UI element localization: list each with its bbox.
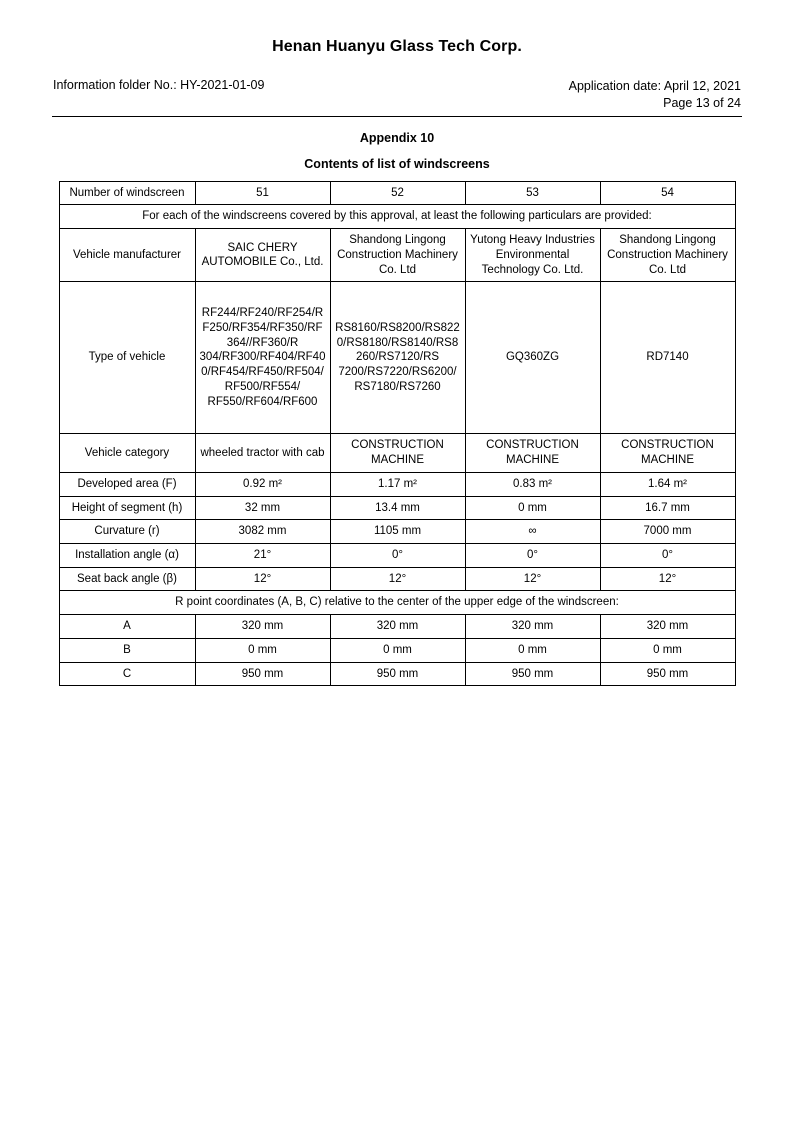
table-row bbox=[59, 472, 735, 496]
vehicle-manufacturer-2: Shandong Lingong Construction Machinery Co. Ltd bbox=[330, 229, 465, 282]
appendix-title: Appendix 10 bbox=[359, 130, 435, 145]
header-divider bbox=[52, 116, 742, 117]
r-point-c-4: 950 mm bbox=[600, 662, 735, 686]
r-point-b-4: 0 mm bbox=[600, 638, 735, 662]
page-content bbox=[52, 38, 742, 686]
curvature-2: 1105 mm bbox=[330, 520, 465, 544]
application-date: Application date: April 12, 2021 bbox=[568, 79, 741, 93]
developed-area-4: 1.64 m² bbox=[600, 472, 735, 496]
row-label-a: A bbox=[59, 615, 195, 639]
page-number: Page 13 of 24 bbox=[663, 95, 741, 110]
type-of-vehicle-2: RS8160/RS8200/RS8220/RS8180/RS8140/RS8260/RS7120/RS 7200/RS7220/RS6200/RS7180/RS7260 bbox=[330, 282, 465, 434]
table-row bbox=[59, 181, 735, 205]
r-point-a-2: 320 mm bbox=[330, 615, 465, 639]
row-label-installation-angle: Installation angle (α) bbox=[59, 543, 195, 567]
vehicle-manufacturer-3: Yutong Heavy Industries Environmental Technology Co. Ltd. bbox=[465, 229, 600, 282]
windscreen-number-1: 51 bbox=[195, 181, 330, 205]
developed-area-3: 0.83 m² bbox=[465, 472, 600, 496]
r-point-a-4: 320 mm bbox=[600, 615, 735, 639]
information-folder-number: Information folder No.: HY-2021-01-09 bbox=[53, 78, 265, 92]
vehicle-category-3: CONSTRUCTION MACHINE bbox=[465, 434, 600, 472]
curvature-4: 7000 mm bbox=[600, 520, 735, 544]
type-of-vehicle-3: GQ360ZG bbox=[465, 282, 600, 434]
seat-back-angle-2: 12° bbox=[330, 567, 465, 591]
particulars-note: For each of the windscreens covered by this approval, at least the following particulars are provided: bbox=[59, 205, 735, 229]
row-label-developed-area: Developed area (F) bbox=[59, 472, 195, 496]
installation-angle-4: 0° bbox=[600, 543, 735, 567]
table-row bbox=[59, 591, 735, 615]
vehicle-category-4: CONSTRUCTION MACHINE bbox=[600, 434, 735, 472]
table-row bbox=[59, 229, 735, 282]
r-point-b-3: 0 mm bbox=[465, 638, 600, 662]
seat-back-angle-1: 12° bbox=[195, 567, 330, 591]
table-row bbox=[59, 282, 735, 434]
table-row bbox=[59, 638, 735, 662]
windscreen-number-2: 52 bbox=[330, 181, 465, 205]
company-title: Henan Huanyu Glass Tech Corp. bbox=[272, 38, 522, 55]
developed-area-1: 0.92 m² bbox=[195, 472, 330, 496]
table-row bbox=[59, 520, 735, 544]
height-of-segment-3: 0 mm bbox=[465, 496, 600, 520]
height-of-segment-4: 16.7 mm bbox=[600, 496, 735, 520]
installation-angle-2: 0° bbox=[330, 543, 465, 567]
meta-right-block bbox=[569, 78, 741, 112]
curvature-3: ∞ bbox=[465, 520, 600, 544]
vehicle-category-1: wheeled tractor with cab bbox=[195, 434, 330, 472]
windscreen-table bbox=[59, 181, 736, 687]
height-of-segment-2: 13.4 mm bbox=[330, 496, 465, 520]
developed-area-2: 1.17 m² bbox=[330, 472, 465, 496]
row-label-seat-back-angle: Seat back angle (β) bbox=[59, 567, 195, 591]
table-row bbox=[59, 567, 735, 591]
row-label-type-of-vehicle: Type of vehicle bbox=[59, 282, 195, 434]
row-label-vehicle-manufacturer: Vehicle manufacturer bbox=[59, 229, 195, 282]
type-of-vehicle-4: RD7140 bbox=[600, 282, 735, 434]
row-label-c: C bbox=[59, 662, 195, 686]
row-label-number-of-windscreen: Number of windscreen bbox=[59, 181, 195, 205]
vehicle-manufacturer-1: SAIC CHERY AUTOMOBILE Co., Ltd. bbox=[195, 229, 330, 282]
table-row bbox=[59, 496, 735, 520]
r-point-c-3: 950 mm bbox=[465, 662, 600, 686]
table-row bbox=[59, 205, 735, 229]
document-meta bbox=[52, 78, 742, 115]
table-row bbox=[59, 434, 735, 472]
seat-back-angle-3: 12° bbox=[465, 567, 600, 591]
windscreen-number-4: 54 bbox=[600, 181, 735, 205]
appendix-subtitle: Contents of list of windscreens bbox=[304, 156, 490, 171]
seat-back-angle-4: 12° bbox=[600, 567, 735, 591]
r-point-b-2: 0 mm bbox=[330, 638, 465, 662]
height-of-segment-1: 32 mm bbox=[195, 496, 330, 520]
row-label-height-of-segment: Height of segment (h) bbox=[59, 496, 195, 520]
r-point-note: R point coordinates (A, B, C) relative to the center of the upper edge of the windscreen: bbox=[59, 591, 735, 615]
row-label-vehicle-category: Vehicle category bbox=[59, 434, 195, 472]
table-row bbox=[59, 543, 735, 567]
table-row bbox=[59, 662, 735, 686]
row-label-curvature: Curvature (r) bbox=[59, 520, 195, 544]
curvature-1: 3082 mm bbox=[195, 520, 330, 544]
vehicle-manufacturer-4: Shandong Lingong Construction Machinery Co. Ltd bbox=[600, 229, 735, 282]
table-row bbox=[59, 615, 735, 639]
r-point-c-1: 950 mm bbox=[195, 662, 330, 686]
r-point-b-1: 0 mm bbox=[195, 638, 330, 662]
windscreen-number-3: 53 bbox=[465, 181, 600, 205]
row-label-b: B bbox=[59, 638, 195, 662]
vehicle-category-2: CONSTRUCTION MACHINE bbox=[330, 434, 465, 472]
r-point-a-3: 320 mm bbox=[465, 615, 600, 639]
installation-angle-3: 0° bbox=[465, 543, 600, 567]
type-of-vehicle-1: RF244/RF240/RF254/RF250/RF354/RF350/RF364//RF360/R 304/RF300/RF404/RF400/RF454/RF450/RF504/RF500/RF554/ RF550/RF604/RF600 bbox=[195, 282, 330, 434]
r-point-c-2: 950 mm bbox=[330, 662, 465, 686]
installation-angle-1: 21° bbox=[195, 543, 330, 567]
r-point-a-1: 320 mm bbox=[195, 615, 330, 639]
